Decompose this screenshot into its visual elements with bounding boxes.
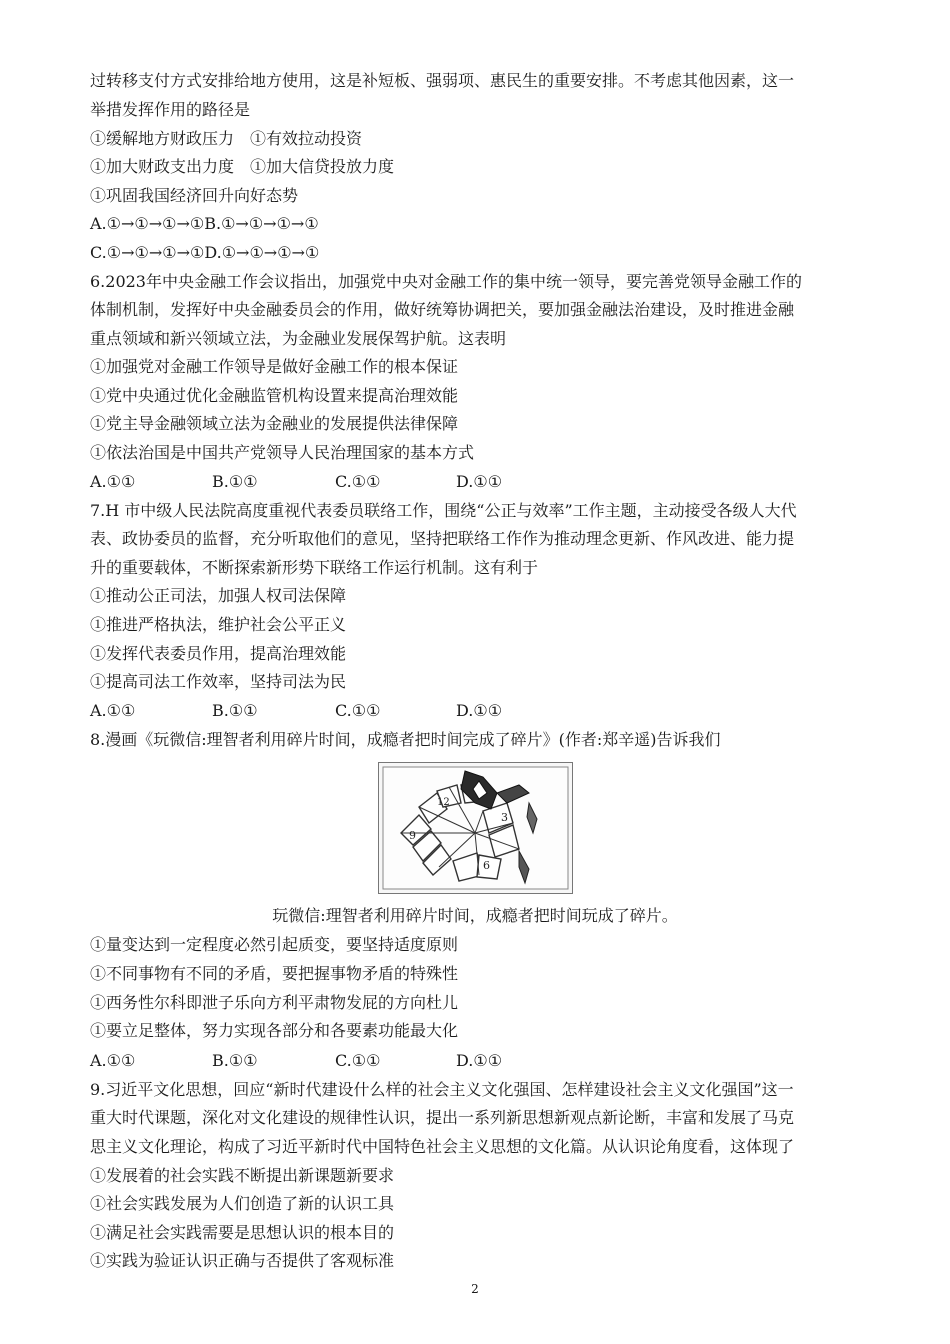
text-line: 重点领域和新兴领域立法，为金融业发展保驾护航。这表明	[90, 329, 507, 348]
option-c: C.①①	[335, 1051, 381, 1070]
clock-number-9: 9	[409, 829, 416, 842]
option-d: D.①①	[456, 472, 503, 491]
text-line: ①提高司法工作效率，坚持司法为民	[90, 672, 347, 691]
option-b: B.①①	[212, 472, 258, 491]
option-b: B.①①	[212, 701, 258, 720]
cartoon-caption: 玩微信:理智者利用碎片时间，成瘾者把时间玩成了碎片。	[272, 906, 678, 925]
option-a: A.①①	[90, 472, 136, 491]
option-a: A.①①	[90, 1051, 136, 1070]
clock-number-12: 12	[437, 797, 450, 808]
text-line: ①推进严格执法，维护社会公平正义	[90, 615, 347, 634]
text-line: ①发展着的社会实践不断提出新课题新要求	[90, 1166, 395, 1185]
text-line: ①缓解地方财政压力 ①有效拉动投资	[90, 129, 363, 148]
text-line: A.①→①→①→①B.①→①→①→①	[90, 214, 319, 233]
option-b: B.①①	[212, 1051, 258, 1070]
clock-number-6: 6	[483, 859, 490, 872]
text-line: ①加强党对金融工作领导是做好金融工作的根本保证	[90, 357, 459, 376]
text-line: ①推动公正司法，加强人权司法保障	[90, 586, 347, 605]
text-line: C.①→①→①→①D.①→①→①→①	[90, 243, 320, 262]
text-line: ①西务性尔科即泄子乐向方利平肃物发屁的方向杜儿	[90, 993, 459, 1012]
text-line: ①社会实践发展为人们创造了新的认识工具	[90, 1194, 395, 1213]
text-line: 升的重要载体，不断探索新形势下联络工作运行机制。这有利于	[90, 558, 539, 577]
text-line: ①党主导金融领域立法为金融业的发展提供法律保障	[90, 414, 459, 433]
text-line: ①不同事物有不同的矛盾，要把握事物矛盾的特殊性	[90, 964, 459, 983]
clock-number-3: 3	[501, 811, 508, 824]
shattered-clock-drawing	[379, 763, 572, 893]
text-line: ①依法治国是中国共产党领导人民治理国家的基本方式	[90, 443, 475, 462]
question-8-stem: 8.漫画《玩微信:理智者利用碎片时间，成瘾者把时间完成了碎片》(作者:郑辛遥)告诉我们	[90, 730, 721, 749]
question-6-stem: 6.2023年中央金融工作会议指出，加强党中央对金融工作的集中统一领导，要完善党领导金融工作的	[90, 272, 802, 291]
page-number: 2	[471, 1282, 479, 1296]
text-line: 重大时代课题，深化对文化建设的规律性认识，提出一系列新思想新观点新论断，丰富和发展了马克	[90, 1108, 795, 1127]
text-line: ①满足社会实践需要是思想认识的根本目的	[90, 1223, 395, 1242]
text-line: ①党中央通过优化金融监管机构设置来提高治理效能	[90, 386, 459, 405]
option-d: D.①①	[456, 1051, 503, 1070]
option-d: D.①①	[456, 701, 503, 720]
text-line: 过转移支付方式安排给地方使用，这是补短板、强弱项、惠民生的重要安排。不考虑其他因素，这一	[90, 71, 795, 90]
option-c: C.①①	[335, 701, 381, 720]
text-line: ①加大财政支出力度 ①加大信贷投放力度	[90, 157, 395, 176]
text-line: ①发挥代表委员作用，提高治理效能	[90, 644, 347, 663]
question-9-stem: 9.习近平文化思想，回应“新时代建设什么样的社会主义文化强国、怎样建设社会主义文化强国”这一	[90, 1080, 794, 1099]
text-line: ①巩固我国经济回升向好态势	[90, 186, 299, 205]
text-line: 表、政协委员的监督，充分听取他们的意见，坚持把联络工作作为推动理念更新、作风改进、能力提	[90, 529, 795, 548]
text-line: ①量变达到一定程度必然引起质变，要坚持适度原则	[90, 935, 459, 954]
question-7-stem: 7.H 市中级人民法院高度重视代表委员联络工作，围绕“公正与效率”工作主题，主动接受各级人大代	[90, 501, 797, 520]
text-line: 举措发挥作用的路径是	[90, 100, 251, 119]
option-c: C.①①	[335, 472, 381, 491]
text-line: 体制机制，发挥好中央金融委员会的作用，做好统筹协调把关，要加强金融法治建设，及时推进金融	[90, 300, 795, 319]
text-line: ①要立足整体，努力实现各部分和各要素功能最大化	[90, 1021, 459, 1040]
text-line: ①实践为验证认识正确与否提供了客观标准	[90, 1251, 395, 1270]
option-a: A.①①	[90, 701, 136, 720]
cartoon-image	[378, 762, 573, 894]
text-line: 思主义文化理论，构成了习近平新时代中国特色社会主义思想的文化篇。从认识论角度看，这体现了	[90, 1137, 795, 1156]
